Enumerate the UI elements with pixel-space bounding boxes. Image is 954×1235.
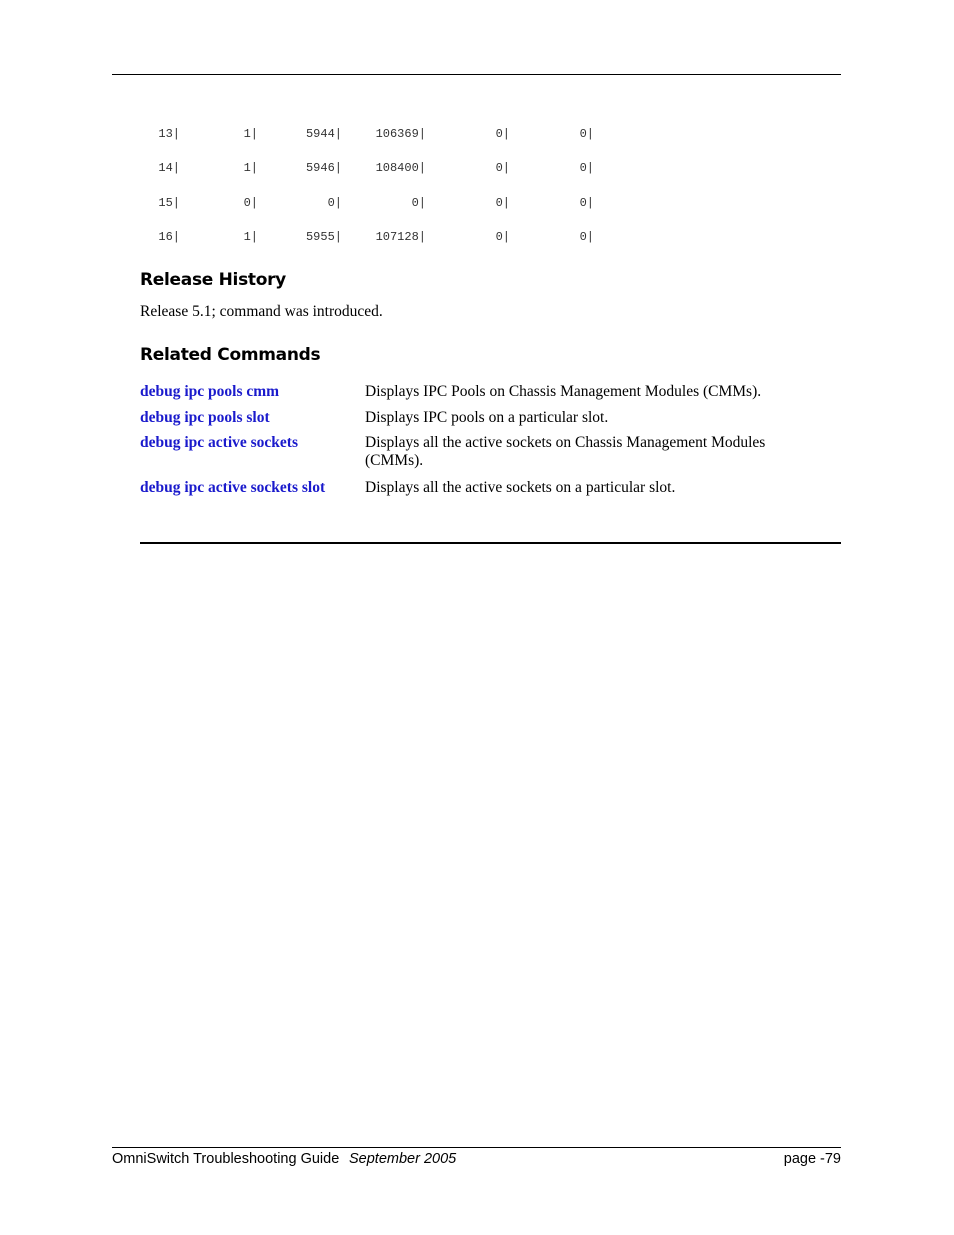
command-description: Displays all the active sockets on Chassis Management Modules (CMMs). [365,434,766,469]
output-row [140,161,620,175]
output-cell: 15| [158,196,180,210]
output-cell: 1| [243,127,258,141]
footer-rule [112,1147,841,1148]
output-row [140,196,620,210]
release-history-heading: Release History [140,270,286,290]
output-cell: 13| [158,127,180,141]
output-cell: 0| [327,196,342,210]
output-cell: 0| [579,161,594,175]
release-history-text: Release 5.1; command was introduced. [140,303,383,320]
command-description: Displays IPC Pools on Chassis Management Modules (CMMs). [365,383,762,400]
output-cell: 0| [495,196,510,210]
output-cell: 0| [579,230,594,244]
output-cell: 5944| [305,127,342,141]
output-cell: 16| [158,230,180,244]
link-debug-ipc-active-sockets-slot[interactable]: debug ipc active sockets slot [140,479,326,496]
output-cell: 108400| [375,161,426,175]
output-cell: 0| [495,161,510,175]
output-cell: 14| [158,161,180,175]
header-rule [112,74,841,75]
footer-guide-title: OmniSwitch Troubleshooting Guide [112,1151,340,1167]
related-commands-heading: Related Commands [140,345,321,365]
output-cell: 1| [243,161,258,175]
output-row [140,127,620,141]
output-cell: 0| [411,196,426,210]
output-cell: 0| [579,127,594,141]
output-cell: 106369| [375,127,426,141]
link-debug-ipc-pools-slot[interactable]: debug ipc pools slot [140,409,270,426]
command-description: Displays all the active sockets on a particular slot. [365,479,676,496]
link-debug-ipc-pools-cmm[interactable]: debug ipc pools cmm [140,383,280,400]
link-debug-ipc-active-sockets[interactable]: debug ipc active sockets [140,434,299,451]
output-cell: 1| [243,230,258,244]
footer-date: September 2005 [349,1151,457,1167]
output-cell: 0| [495,127,510,141]
section-end-rule [140,542,841,544]
output-cell: 107128| [375,230,426,244]
footer-page-number: page -79 [783,1151,841,1167]
command-description: Displays IPC pools on a particular slot. [365,409,609,426]
output-cell: 0| [243,196,258,210]
output-row [140,230,620,244]
output-cell: 0| [579,196,594,210]
output-cell: 0| [495,230,510,244]
output-cell: 5955| [305,230,342,244]
output-cell: 5946| [305,161,342,175]
